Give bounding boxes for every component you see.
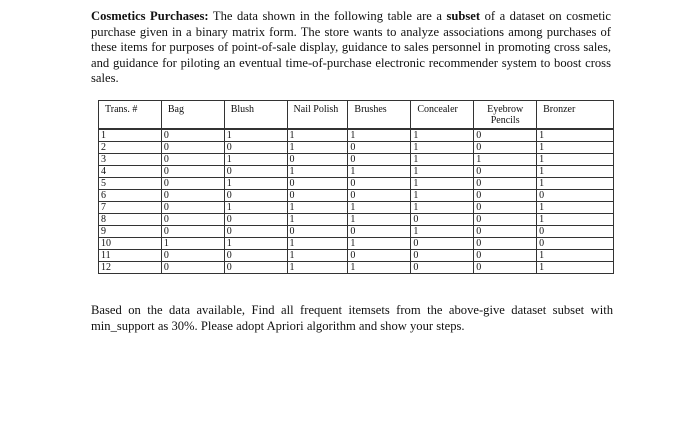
table-cell: 0 (287, 153, 348, 165)
table-cell: 0 (348, 141, 411, 153)
table-cell: 0 (161, 153, 224, 165)
table-cell: 12 (99, 261, 162, 273)
table-row (99, 153, 614, 165)
table-cell: 0 (348, 153, 411, 165)
table-cell: 0 (161, 249, 224, 261)
table-cell: 0 (161, 225, 224, 237)
table-cell: 9 (99, 225, 162, 237)
table-cell: 0 (411, 213, 474, 225)
table-cell: 0 (348, 225, 411, 237)
table-row (99, 261, 614, 273)
table-cell: 0 (161, 141, 224, 153)
table-cell: 1 (537, 153, 614, 165)
intro-emphasis: subset (446, 9, 481, 23)
table-cell: 7 (99, 201, 162, 213)
table-cell: 2 (99, 141, 162, 153)
table-cell: 0 (474, 225, 537, 237)
table-row (99, 213, 614, 225)
table-cell: 0 (161, 213, 224, 225)
table-cell: 1 (99, 129, 162, 142)
question-paragraph: Based on the data available, Find all frequent itemsets from the above-give dataset subset with min_support as 30%. Please adopt Apriori algorithm and show your steps. (91, 303, 613, 333)
table-cell: 0 (474, 129, 537, 142)
table-cell: 1 (348, 237, 411, 249)
table-cell: 1 (411, 165, 474, 177)
table-cell: 3 (99, 153, 162, 165)
table-cell: 0 (474, 177, 537, 189)
table-cell: 1 (348, 129, 411, 142)
table-row (99, 201, 614, 213)
table-cell: 1 (537, 177, 614, 189)
table-row (99, 189, 614, 201)
table-row (99, 237, 614, 249)
header-nail-polish: Nail Polish (287, 101, 348, 129)
table-cell: 0 (537, 189, 614, 201)
header-trans: Trans. # (99, 101, 162, 129)
table-cell: 0 (161, 201, 224, 213)
table-header-row (99, 101, 614, 129)
table-cell: 1 (348, 165, 411, 177)
table-cell: 1 (474, 153, 537, 165)
table-cell: 6 (99, 189, 162, 201)
table-cell: 1 (287, 249, 348, 261)
table-body (99, 129, 614, 274)
header-bronzer: Bronzer (537, 101, 614, 129)
table-row (99, 129, 614, 142)
table-cell: 10 (99, 237, 162, 249)
table-cell: 1 (411, 201, 474, 213)
table-cell: 11 (99, 249, 162, 261)
table-cell: 0 (224, 141, 287, 153)
table-cell: 1 (287, 165, 348, 177)
table-cell: 1 (348, 201, 411, 213)
table-cell: 1 (161, 237, 224, 249)
table-cell: 1 (287, 141, 348, 153)
table-cell: 5 (99, 177, 162, 189)
table-cell: 1 (348, 261, 411, 273)
table-cell: 0 (474, 237, 537, 249)
header-eyebrow-pencils: Eyebrow Pencils (474, 101, 537, 129)
table-cell: 0 (474, 165, 537, 177)
table-cell: 0 (411, 237, 474, 249)
header-concealer: Concealer (411, 101, 474, 129)
table-cell: 1 (287, 261, 348, 273)
table-cell: 0 (537, 225, 614, 237)
table-cell: 0 (224, 261, 287, 273)
table-cell: 0 (161, 261, 224, 273)
table-cell: 8 (99, 213, 162, 225)
table-row (99, 225, 614, 237)
binary-matrix-table (98, 100, 614, 274)
table-cell: 1 (224, 129, 287, 142)
table-cell: 0 (224, 249, 287, 261)
table-cell: 1 (224, 237, 287, 249)
table-cell: 0 (474, 261, 537, 273)
header-brushes: Brushes (348, 101, 411, 129)
table-cell: 1 (537, 201, 614, 213)
header-blush: Blush (224, 101, 287, 129)
table-cell: 0 (474, 189, 537, 201)
table-row (99, 165, 614, 177)
table-cell: 1 (411, 129, 474, 142)
table-cell: 1 (411, 141, 474, 153)
table-cell: 1 (411, 177, 474, 189)
header-bag: Bag (161, 101, 224, 129)
table-cell: 1 (287, 129, 348, 142)
table-cell: 1 (411, 189, 474, 201)
intro-text-1: The data shown in the following table are a (208, 9, 447, 23)
table-cell: 1 (537, 249, 614, 261)
table-cell: 1 (411, 153, 474, 165)
table-cell: 0 (161, 165, 224, 177)
table-cell: 0 (161, 129, 224, 142)
table-row (99, 249, 614, 261)
intro-title: Cosmetics Purchases: (91, 9, 209, 23)
table-cell: 0 (287, 225, 348, 237)
table-cell: 1 (224, 177, 287, 189)
table-cell: 0 (411, 249, 474, 261)
table-cell: 0 (537, 237, 614, 249)
table-cell: 0 (474, 201, 537, 213)
intro-paragraph (91, 9, 611, 87)
table-cell: 1 (537, 261, 614, 273)
table-cell: 0 (348, 189, 411, 201)
table-cell: 1 (224, 153, 287, 165)
table-cell: 0 (474, 141, 537, 153)
table-cell: 1 (287, 201, 348, 213)
table-cell: 1 (411, 225, 474, 237)
table-cell: 1 (287, 213, 348, 225)
table-cell: 0 (474, 249, 537, 261)
table-cell: 1 (537, 141, 614, 153)
table-cell: 0 (161, 177, 224, 189)
table-cell: 1 (348, 213, 411, 225)
table-cell: 0 (474, 213, 537, 225)
table-cell: 0 (224, 213, 287, 225)
table-cell: 1 (537, 213, 614, 225)
table-row (99, 177, 614, 189)
table-cell: 4 (99, 165, 162, 177)
table-cell: 0 (287, 177, 348, 189)
table-cell: 0 (348, 249, 411, 261)
table-cell: 0 (224, 165, 287, 177)
table-cell: 1 (224, 201, 287, 213)
table-cell: 0 (411, 261, 474, 273)
table-row (99, 141, 614, 153)
table-cell: 1 (537, 129, 614, 142)
table-cell: 0 (161, 189, 224, 201)
table-cell: 0 (224, 189, 287, 201)
table-cell: 1 (287, 237, 348, 249)
table-cell: 0 (287, 189, 348, 201)
table-cell: 0 (348, 177, 411, 189)
table-cell: 0 (224, 225, 287, 237)
intro-text-2: of a dataset on cosmetic purchase given in a binary matrix form. The store wants to analyze associations among purchases of these items for purposes of point-of-sale display, guidance to sales personnel in promoting cross sales, and guidance for piloting an eventual time-of-purchase electronic recommender system to boost cross sales. (91, 9, 611, 86)
table-cell: 1 (537, 165, 614, 177)
